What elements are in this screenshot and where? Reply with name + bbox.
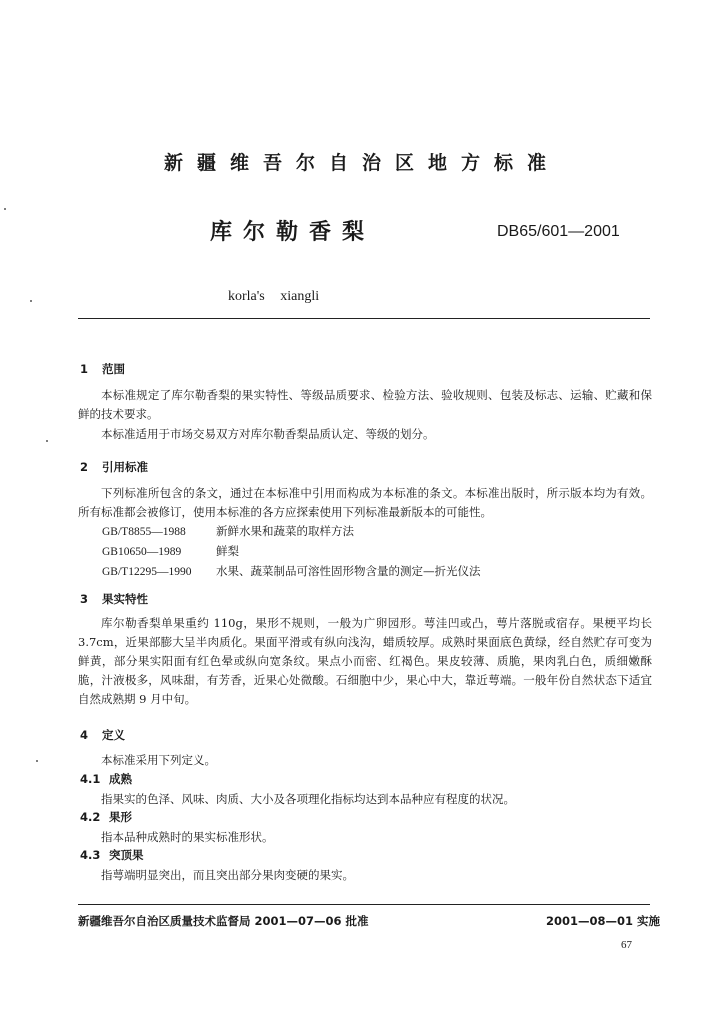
section-1-heading [80,361,125,377]
reference-item [102,563,481,579]
subsection-4-1-heading [80,771,132,787]
reference-name: 新鲜水果和蔬菜的取样方法 [216,524,354,538]
section-title: 范围 [102,362,125,376]
section-number: 1 [80,362,89,376]
subsection-4-2-text: 指本品种成熟时的果实标准形状。 [101,830,274,844]
issuing-authority-title: 新疆维吾尔自治区地方标准 [163,152,560,174]
reference-code: GB/T8855—1988 [102,526,186,538]
section-2-paragraph-1: 下列标准所包含的条文，通过在本标准中引用而构成为本标准的条文。本标准出版时，所示版本均为有效。所有标准都会被修订，使用本标准的各方应探索使用下列标准最新版本的可能性。 [78,486,652,519]
reference-item [102,523,354,539]
subsection-4-3-heading [80,847,144,863]
section-3-heading [80,591,148,607]
section-title: 引用标准 [102,460,148,474]
scan-speck [46,440,48,442]
reference-item [102,543,239,559]
reference-code: GB/T12295—1990 [102,566,192,578]
subsection-number: 4.3 [80,848,101,862]
section-number: 3 [80,592,89,606]
section-4-heading [80,727,125,743]
english-title: korla's xiangli [228,289,320,304]
section-number: 4 [80,728,89,742]
effective-date: 2001—08—01 实施 [546,914,661,928]
subsection-4-1-text: 指果实的色泽、风味、肉质、大小及各项理化指标均达到本品种应有程度的状况。 [101,792,515,806]
subsection-title: 果形 [109,810,132,824]
subsection-4-3-text: 指萼端明显突出，而且突出部分果肉变硬的果实。 [101,868,354,882]
section-3-paragraph-1: 库尔勒香梨单果重约 110g，果形不规则，一般为广卵园形。萼洼凹或凸，萼片落脱或宿存。果梗平均长 3.7cm，近果部膨大呈半肉质化。果面平滑或有纵向浅沟，蜡质较厚。成熟时果面底色黄绿，经自然贮存可变为鲜黄，部分果实阳面有红色晕或纵向宽条纹。果点小而密、红褐色。果皮较薄、质脆，果肉乳白色，质细嫩酥脆，汁液极多，风味甜，有芳香，近果心处微酸。石细胞中少，果心中大，靠近萼端。一般年份自然状态下适宜自然成熟期 9 月中旬。 [78,616,652,706]
document-title: 库尔勒香梨 [210,220,376,245]
subsection-4-2-heading [80,809,132,825]
subsection-number: 4.2 [80,810,101,824]
header-divider [78,318,650,319]
reference-name: 水果、蔬菜制品可溶性固形物含量的测定—折光仪法 [216,564,481,578]
standard-code: DB65/601—2001 [497,223,620,240]
section-1-paragraph-2: 本标准适用于市场交易双方对库尔勒香梨品质认定、等级的划分。 [101,427,435,441]
section-1-paragraph-1: 本标准规定了库尔勒香梨的果实特性、等级品质要求、检验方法、验收规则、包装及标志、运输、贮藏和保鲜的技术要求。 [78,388,652,421]
reference-code: GB10650—1989 [102,546,182,558]
section-2-heading [80,459,148,475]
section-number: 2 [80,460,89,474]
scan-speck [4,208,6,210]
approval-statement: 新疆维吾尔自治区质量技术监督局 2001—07—06 批准 [78,914,369,928]
subsection-number: 4.1 [80,772,101,786]
scan-speck [36,760,38,762]
section-4-paragraph-1: 本标准采用下列定义。 [101,753,216,767]
reference-name: 鲜梨 [216,544,239,558]
page-number: 67 [621,939,632,951]
subsection-title: 突顶果 [109,848,144,862]
footer-divider [78,904,650,905]
scan-speck [30,300,32,302]
subsection-title: 成熟 [109,772,132,786]
section-title: 定义 [102,728,125,742]
section-title: 果实特性 [102,592,148,606]
